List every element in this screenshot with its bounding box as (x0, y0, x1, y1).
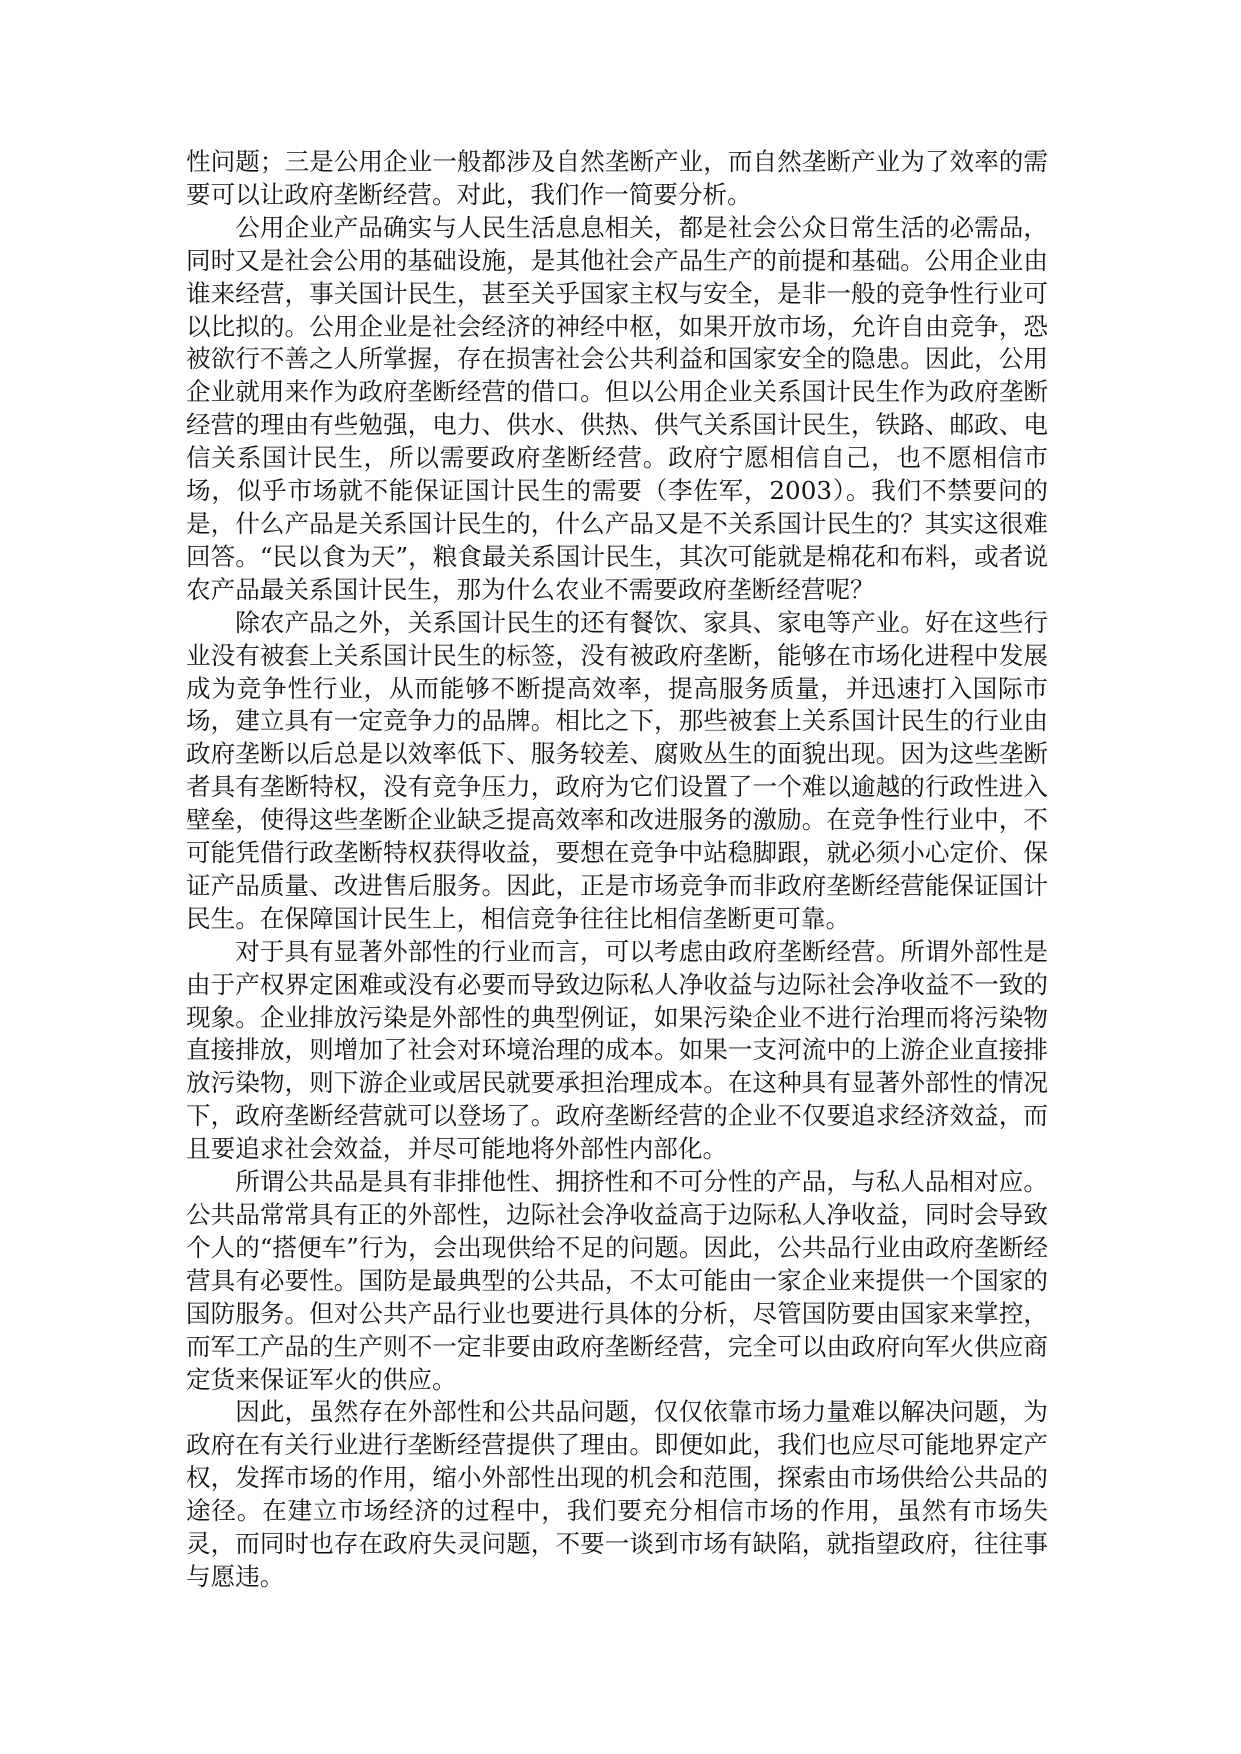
paragraph-public-utilities: 公用企业产品确实与人民生活息息相关，都是社会公众日常生活的必需品，同时又是社会公用的基础设施，是其他社会产品生产的前提和基础。公用企业由谁来经营，事关国计民生，甚至关乎国家主权与安全，是非一般的竞争性行业可以比拟的。公用企业是社会经济的神经中枢，如果开放市场，允许自由竞争，恐被欲行不善之人所掌握，存在损害社会公共利益和国家安全的隐患。因此，公用企业就用来作为政府垄断经营的借口。但以公用企业关系国计民生作为政府垄断经营的理由有些勉强，电力、供水、供热、供气关系国计民生，铁路、邮政、电信关系国计民生，所以需要政府垄断经营。政府宁愿相信自己，也不愿相信市场，似乎市场就不能保证国计民生的需要（李佐军，2003）。我们不禁要问的是，什么产品是关系国计民生的，什么产品又是不关系国计民生的？其实这很难回答。“民以食为天”，粮食最关系国计民生，其次可能就是棉花和布料，或者说农产品最关系国计民生，那为什么农业不需要政府垄断经营呢？ (186, 212, 1048, 604)
paragraph-externalities: 对于具有显著外部性的行业而言，可以考虑由政府垄断经营。所谓外部性是由于产权界定困难或没有必要而导致边际私人净收益与边际社会净收益不一致的现象。企业排放污染是外部性的典型例证，如果污染企业不进行治理而将污染物直接排放，则增加了社会对环境治理的成本。如果一支河流中的上游企业直接排放污染物，则下游企业或居民就要承担治理成本。在这种具有显著外部性的情况下，政府垄断经营就可以登场了。政府垄断经营的企业不仅要追求经济效益，而且要追求社会效益，并尽可能地将外部性内部化。 (186, 936, 1048, 1164)
paragraph-public-goods: 所谓公共品是具有非排他性、拥挤性和不可分性的产品，与私人品相对应。公共品常常具有正的外部性，边际社会净收益高于边际私人净收益，同时会导致个人的“搭便车”行为，会出现供给不足的问题。因此，公共品行业由政府垄断经营具有必要性。国防是最典型的公共品，不太可能由一家企业来提供一个国家的国防服务。但对公共产品行业也要进行具体的分析，尽管国防要由国家来掌控，而军工产品的生产则不一定非要由政府垄断经营，完全可以由政府向军火供应商定货来保证军火的供应。 (186, 1167, 1048, 1394)
paragraph-conclusion: 因此，虽然存在外部性和公共品问题，仅仅依靠市场力量难以解决问题，为政府在有关行业进行垄断经营提供了理由。即便如此，我们也应尽可能地界定产权，发挥市场的作用，缩小外部性出现的机会和范围，探索由市场供给公共品的途径。在建立市场经济的过程中，我们要充分相信市场的作用，虽然有市场失灵，而同时也存在政府失灵问题，不要一谈到市场有缺陷，就指望政府，往往事与愿违。 (186, 1397, 1048, 1591)
paragraph-competitive-industries: 除农产品之外，关系国计民生的还有餐饮、家具、家电等产业。好在这些行业没有被套上关系国计民生的标签，没有被政府垄断，能够在市场化进程中发展成为竞争性行业，从而能够不断提高效率，提高服务质量，并迅速打入国际市场，建立具有一定竞争力的品牌。相比之下，那些被套上关系国计民生的行业由政府垄断以后总是以效率低下、服务较差、腐败丛生的面貌出现。因为这些垄断者具有垄断特权，没有竞争压力，政府为它们设置了一个难以逾越的行政性进入壁垒，使得这些垄断企业缺乏提高效率和改进服务的激励。在竞争性行业中，不可能凭借行政垄断特权获得收益，要想在竞争中站稳脚跟，就必须小心定价、保证产品质量、改进售后服务。因此，正是市场竞争而非政府垄断经营能保证国计民生。在保障国计民生上，相信竞争往往比相信垄断更可靠。 (186, 607, 1048, 933)
document-body (186, 146, 1048, 1594)
paragraph-continued: 性问题；三是公用企业一般都涉及自然垄断产业，而自然垄断产业为了效率的需要可以让政府垄断经营。对此，我们作一简要分析。 (186, 147, 1048, 209)
